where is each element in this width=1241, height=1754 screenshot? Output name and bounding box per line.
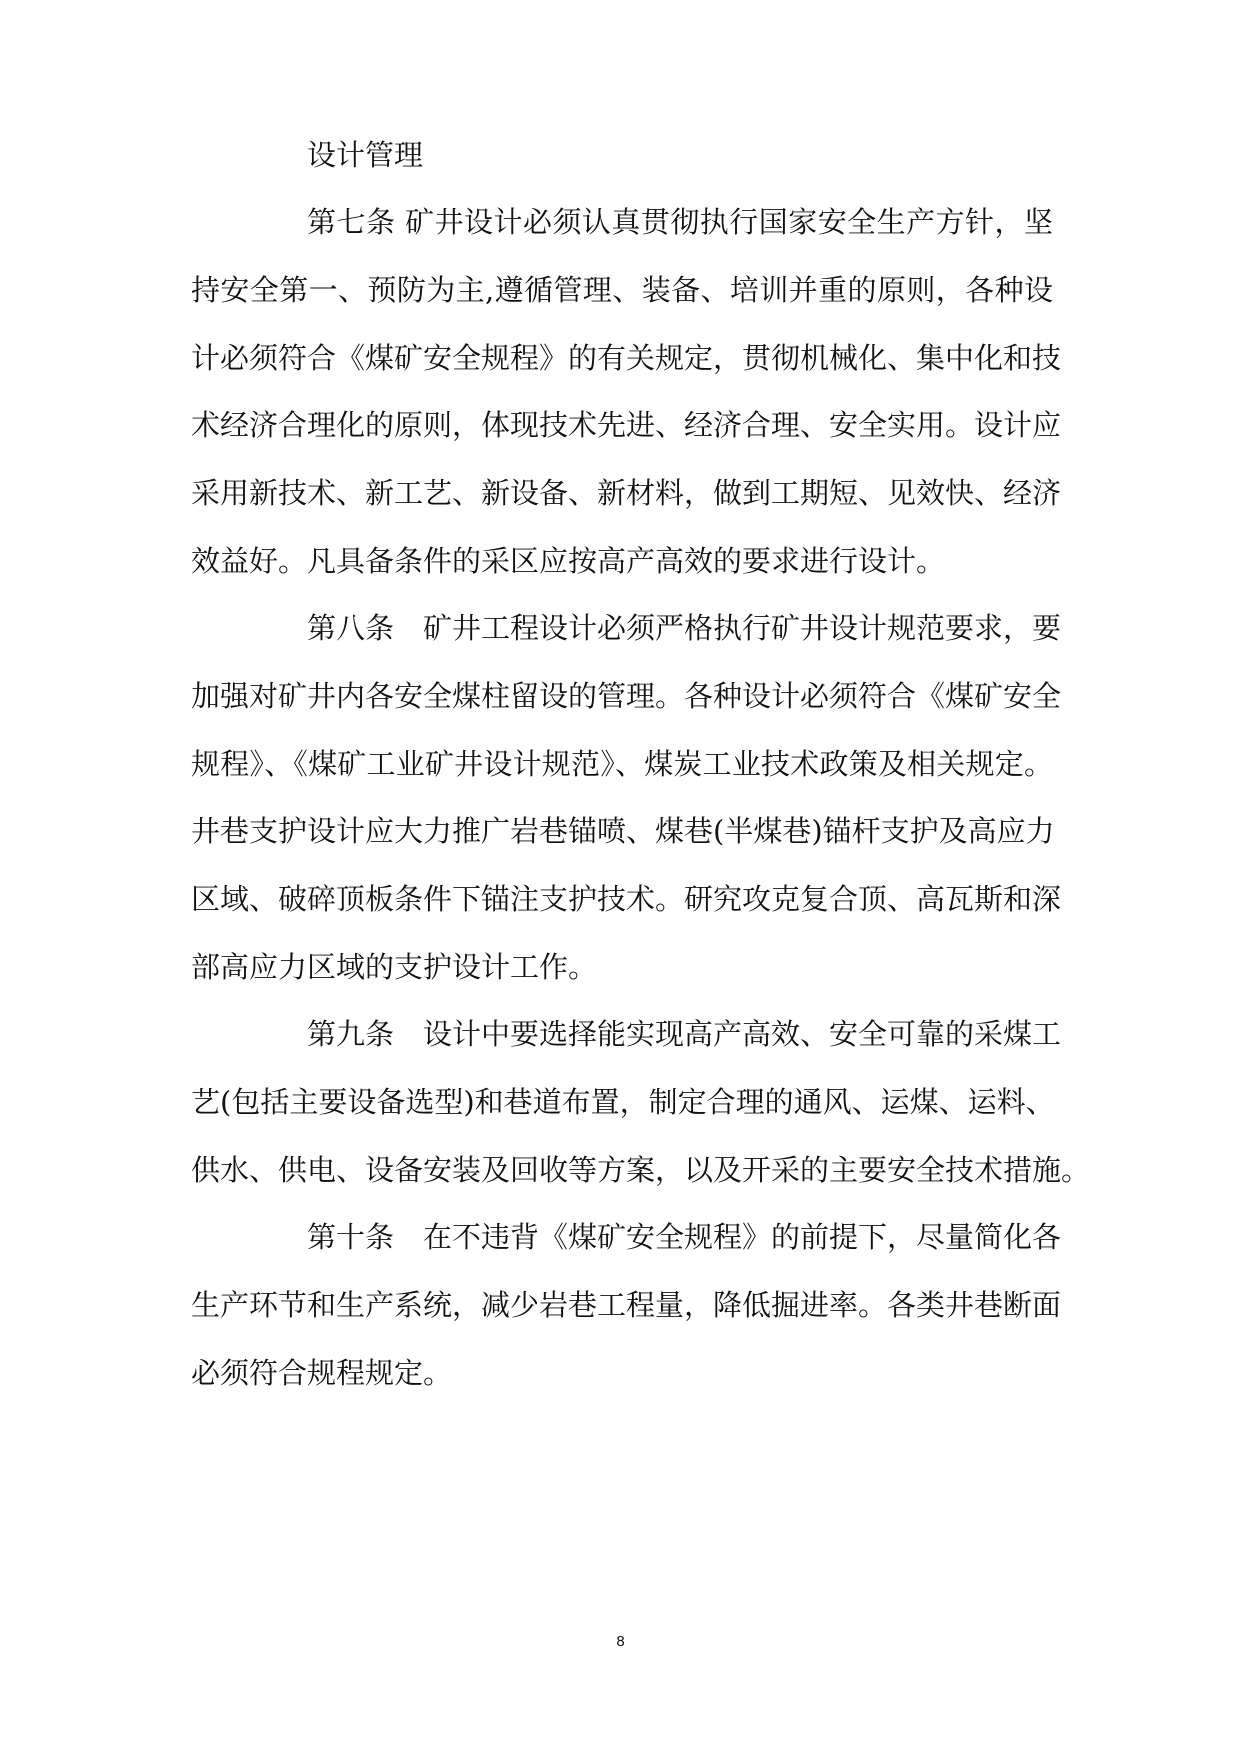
article-10-line-3: 必须符合规程规定。 bbox=[191, 1356, 453, 1390]
article-8-line-2: 加强对矿井内各安全煤柱留设的管理。各种设计必须符合《煤矿安全 bbox=[191, 679, 1062, 713]
article-7-line-2: 持安全第一、预防为主,遵循管理、装备、培训并重的原则，各种设 bbox=[191, 273, 1053, 307]
article-9-line-1: 第九条 设计中要选择能实现高产高效、安全可靠的采煤工 bbox=[307, 1017, 1062, 1051]
article-9-line-3: 供水、供电、设备安装及回收等方案，以及开采的主要安全技术措施。 bbox=[191, 1153, 1091, 1187]
article-8-line-5: 区域、破碎顶板条件下锚注支护技术。研究攻克复合顶、高瓦斯和深 bbox=[191, 882, 1062, 916]
article-7-line-6: 效益好。凡具备条件的采区应按高产高效的要求进行设计。 bbox=[191, 544, 946, 578]
article-8-line-3: 规程》、《煤矿工业矿井设计规范》、煤炭工业技术政策及相关规定。 bbox=[191, 747, 1053, 781]
article-10-line-2: 生产环节和生产系统，减少岩巷工程量，降低掘进率。各类井巷断面 bbox=[191, 1288, 1062, 1322]
article-8-line-6: 部高应力区域的支护设计工作。 bbox=[191, 950, 598, 984]
article-7-line-1: 第七条 矿井设计必须认真贯彻执行国家安全生产方针，坚 bbox=[307, 205, 1053, 239]
article-10-line-1: 第十条 在不违背《煤矿安全规程》的前提下，尽量简化各 bbox=[307, 1220, 1062, 1254]
page-number: 8 bbox=[616, 1633, 625, 1650]
article-7-line-5: 采用新技术、新工艺、新设备、新材料，做到工期短、见效快、经济 bbox=[191, 476, 1062, 510]
article-7-line-4: 术经济合理化的原则，体现技术先进、经济合理、安全实用。设计应 bbox=[191, 408, 1062, 442]
article-9-line-2: 艺(包括主要设备选型)和巷道布置，制定合理的通风、运煤、运料、 bbox=[191, 1085, 1055, 1119]
article-8-line-4: 井巷支护设计应大力推广岩巷锚喷、煤巷(半煤巷)锚杆支护及高应力 bbox=[191, 814, 1055, 848]
section-heading: 设计管理 bbox=[307, 138, 424, 172]
article-7-line-3: 计必须符合《煤矿安全规程》的有关规定，贯彻机械化、集中化和技 bbox=[191, 341, 1062, 375]
article-8-line-1: 第八条 矿井工程设计必须严格执行矿井设计规范要求，要 bbox=[307, 611, 1062, 645]
